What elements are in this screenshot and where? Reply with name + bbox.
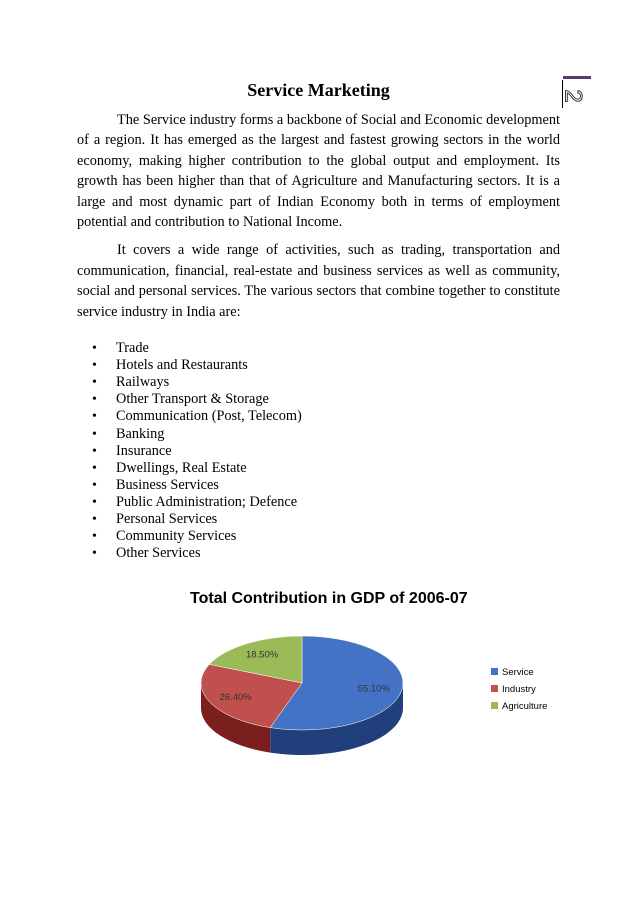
list-item: • Banking [116,426,560,443]
data-label-service: 55.10% [357,683,390,695]
legend-swatch [491,702,498,709]
legend-label: Agriculture [502,701,548,712]
chart-legend [491,667,547,718]
list-item: • Community Services [116,528,560,545]
legend-swatch [491,668,498,675]
list-item: • Public Administration; Defence [116,494,560,511]
list-item: • Business Services [116,477,560,494]
page-title: Service Marketing [247,80,390,100]
list-item: • Other Services [116,545,560,562]
list-item: • Communication (Post, Telecom) [116,408,560,425]
list-item: • Dwellings, Real Estate [116,460,560,477]
list-item: • Insurance [116,443,560,460]
list-item: • Hotels and Restaurants [116,357,560,374]
data-label-industry: 26.40% [219,691,252,703]
list-item: • Railways [116,374,560,391]
paragraph-2: It covers a wide range of activities, such as trading, transportation and communication, financial, real-estate and business services as well as community, social and personal services. The various sectors that combine together to constitute service industry in India are: [77,242,560,320]
page-number-text: 2 [559,89,587,103]
list-item: • Trade [116,340,560,357]
chart-title: Total Contribution in GDP of 2006-07 [190,590,468,607]
legend-item-agriculture [491,701,547,718]
data-label-agriculture: 18.50% [245,649,279,661]
list-item: • Personal Services [116,511,560,528]
legend-label: Service [502,667,534,678]
legend-item-industry [491,684,547,701]
legend-item-service [491,667,547,684]
list-item: • Other Transport & Storage [116,391,560,408]
paragraph-1: The Service industry forms a backbone of Social and Economic development of a region. It has emerged as the largest and fastest growing sectors in the world economy, making higher contribution to the global output and employment. Its growth has been higher than that of Agriculture and Manufacturing sectors. It is a large and most dynamic part of Indian Economy both in terms of employment potential and contribution to National Income. [77,112,560,231]
legend-swatch [491,685,498,692]
legend-label: Industry [502,684,536,695]
